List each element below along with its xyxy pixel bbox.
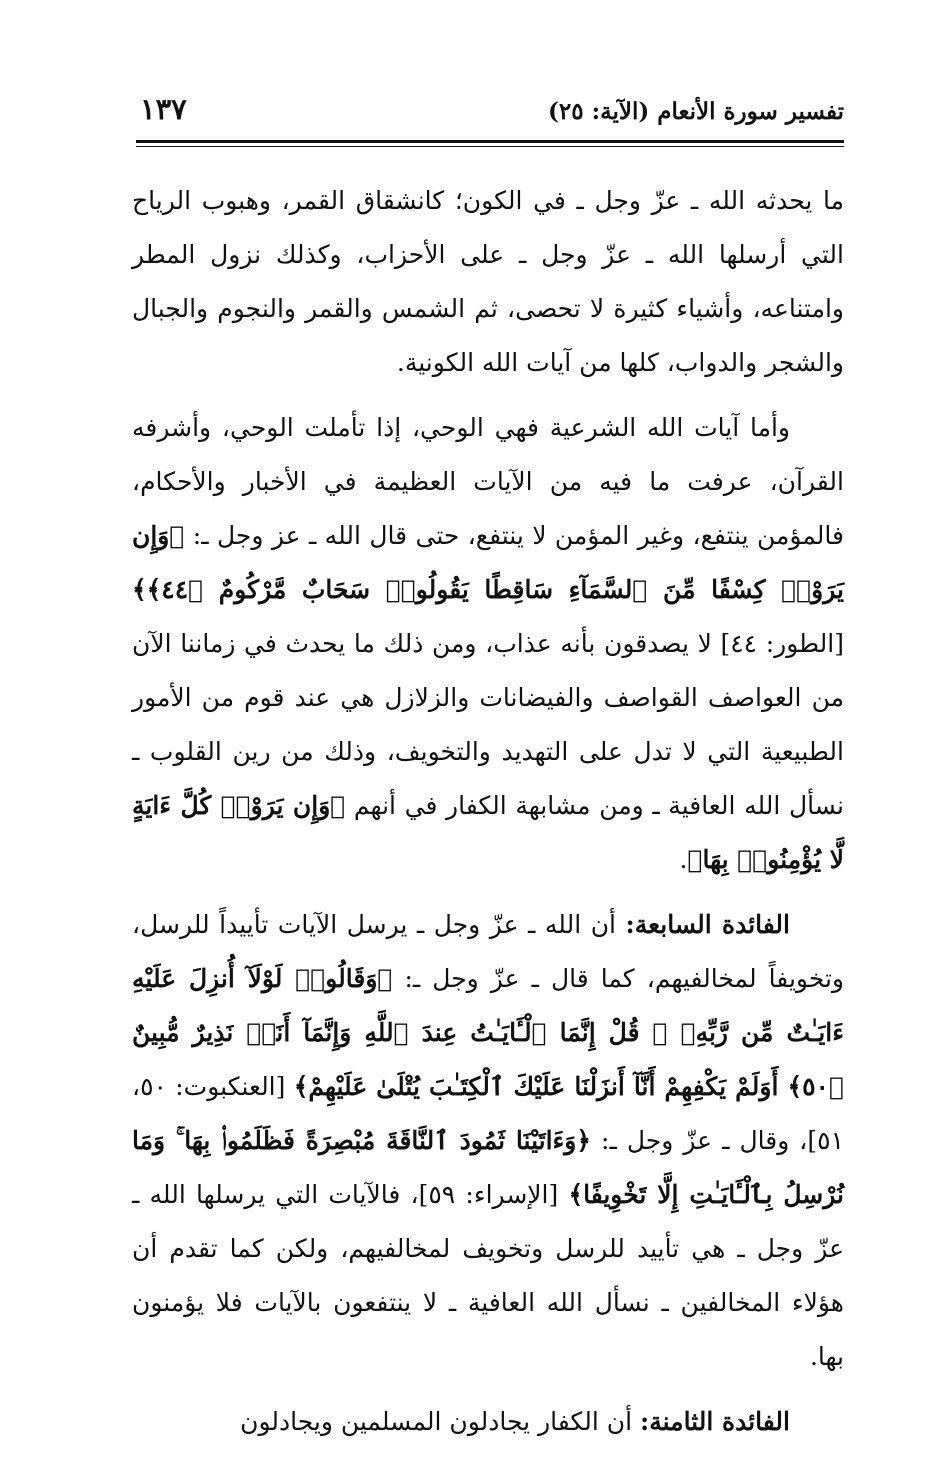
running-header: [140, 92, 844, 136]
quran-verse: ﴿وَإِن يَرَوْا۟ كِسْفًا مِّنَ ٱلسَّمَآءِ سَاقِطًا يَقُولُوا۟ سَحَابٌ مَّرْكُومٌ ﴿٤٤﴾﴾: [132, 521, 844, 604]
paragraph-text: وأما آيات الله الشرعية فهي الوحي، إذا تأملت الوحي، وأشرفه القرآن، عرفت ما فيه من الآيات العظيمة في الأخبار والأحكام، فالمؤمن ينتفع، وغير المؤمن لا ينتفع، حتى قال الله ـ عز وجل ـ:: [132, 413, 844, 550]
paragraph-text: ما يحدثه الله ـ عزّ وجل ـ في الكون؛ كانشقاق القمر، وهبوب الرياح التي أرسلها الله ـ عزّ وجل ـ على الأحزاب، وكذلك نزول المطر وامتناعه، وأشياء كثيرة لا تحصى، ثم الشمس والقمر والنجوم والجبال والشجر والدواب، كلها من آيات الله الكونية.: [132, 186, 844, 377]
quran-verse: ﴿وَإِن يَرَوْا۟ كُلَّ ءَايَةٍ لَّا يُؤْمِنُوا۟ بِهَا﴾: [132, 791, 844, 874]
paragraph-cosmic-signs: [132, 174, 844, 390]
header-rule-thick: [136, 140, 844, 143]
paragraph-text: .: [679, 845, 688, 874]
benefit-label: الفائدة الثامنة:: [640, 1407, 790, 1436]
body-text: [132, 174, 844, 1460]
paragraph-text: [الإسراء: ٥٩]، فالآيات التي يرسلها الله ـ عزّ وجل ـ هي تأييد للرسل وتخويف لمخالفيهم، ولكن كما تقدم أن هؤلاء المخالفين ـ نسأل الله العافية ـ لا ينتفعون بالآيات فلا يؤمنون بها.: [132, 1180, 844, 1371]
paragraph-text: أن الكفار يجادلون المسلمين ويجادلون: [240, 1407, 640, 1436]
page-number: ١٣٧: [140, 92, 187, 126]
header-rule-thin: [136, 146, 844, 147]
paragraph-seventh-benefit: [132, 898, 844, 1384]
paragraph-text: أن الله ـ عزّ وجل ـ يرسل الآيات تأييداً للرسل، وتخويفاً لمخالفيهم، كما قال ـ عزّ وجل ـ:: [132, 910, 844, 993]
benefit-label: الفائدة السابعة:: [625, 910, 790, 939]
running-title: تفسير سورة الأنعام (الآية: ٢٥): [548, 98, 844, 125]
paragraph-eighth-benefit: [132, 1395, 844, 1449]
paragraph-legal-signs: [132, 401, 844, 887]
paragraph-text: [الطور: ٤٤] لا يصدقون بأنه عذاب، ومن ذلك ما يحدث في زماننا الآن من العواصف القواصف والفيضانات والزلازل هي عند قوم من الأمور الطبيعية التي لا تدل على التهديد والتخويف، وذلك من رين القلوب ـ نسأل الله العافية ـ ومن مشابهة الكفار في أنهم: [132, 629, 844, 820]
quran-verse: ﴿وَءَاتَيْنَا ثَمُودَ ٱلنَّاقَةَ مُبْصِرَةً فَظَلَمُوا۟ بِهَا ۚ وَمَا نُرْسِلُ بِٱلْـَٔايَـٰتِ إِلَّا تَخْوِيفًا﴾: [132, 1126, 845, 1209]
paragraph-text: [العنكبوت: ٥٠، ٥١]، وقال ـ عزّ وجل ـ:: [132, 1072, 844, 1155]
quran-verse: ﴿وَقَالُوا۟ لَوْلَآ أُنزِلَ عَلَيْهِ ءَايَـٰتٌ مِّن رَّبِّهِۦ ۖ قُلْ إِنَّمَا ٱلْـَٔايَـٰتُ عِندَ ٱللَّهِ وَإِنَّمَآ أَنَا۠ نَذِيرٌ مُّبِينٌ ﴿٥٠﴾ أَوَلَمْ يَكْفِهِمْ أَنَّآ أَنزَلْنَا عَلَيْكَ ٱلْكِتَـٰبَ يُتْلَىٰ عَلَيْهِمْ﴾: [132, 964, 844, 1101]
